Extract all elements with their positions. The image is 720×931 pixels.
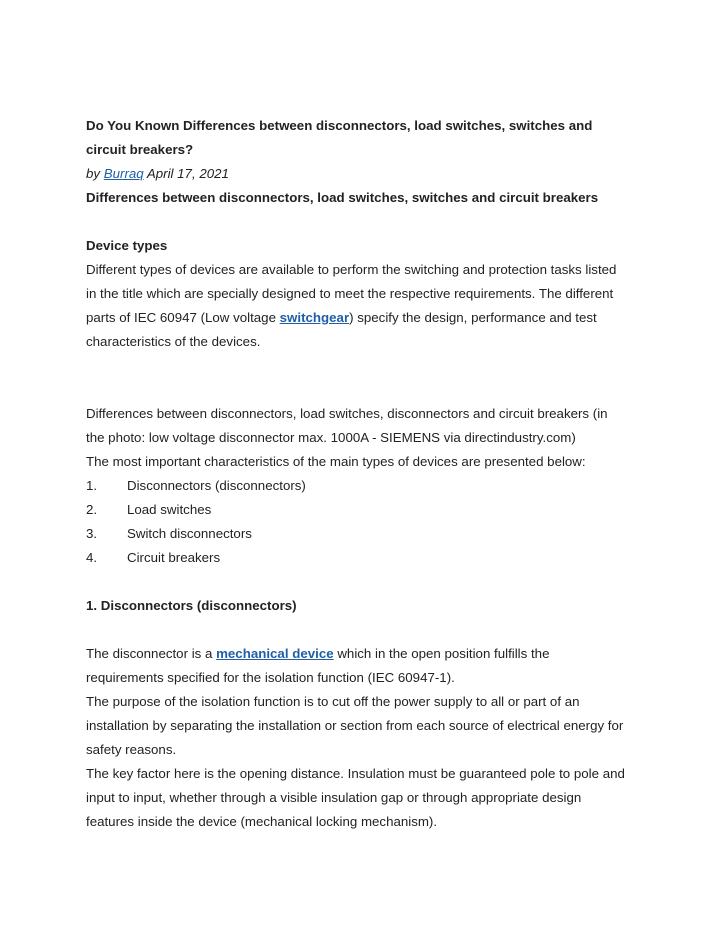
- switchgear-link[interactable]: switchgear: [279, 310, 350, 325]
- list-number: 4.: [86, 550, 98, 565]
- list-label: Disconnectors (disconnectors): [127, 478, 306, 493]
- photo-caption-line-1: Differences between disconnectors, load switches, disconnectors and circuit breakers (in: [86, 406, 608, 421]
- device-types-heading: Device types: [86, 238, 168, 253]
- list-label: Load switches: [127, 502, 212, 517]
- text-segment: The disconnector is a: [86, 646, 217, 661]
- list-number: 1.: [86, 478, 98, 493]
- list-item: [86, 498, 646, 522]
- section-1-heading: 1. Disconnectors (disconnectors): [86, 598, 297, 613]
- text-segment: ) specify the design, performance and test: [349, 310, 597, 325]
- text-segment: parts of IEC 60947 (Low voltage: [86, 310, 280, 325]
- photo-caption-line-2: the photo: low voltage disconnector max. 1000A - SIEMENS via directindustry.com): [86, 430, 576, 445]
- mechanical-device-link[interactable]: mechanical device: [216, 646, 334, 661]
- list-item: [86, 522, 646, 546]
- list-label: Switch disconnectors: [127, 526, 252, 541]
- list-item: [86, 474, 646, 498]
- device-types-text-line-2: in the title which are specially designed to meet the respective requirements. The different: [86, 286, 614, 301]
- spacer: [86, 618, 646, 642]
- document-page: [86, 114, 646, 834]
- section-1-text-line-6: The key factor here is the opening distance. Insulation must be guaranteed pole to pole and: [86, 766, 625, 781]
- device-types-text-line-3: [86, 306, 646, 330]
- section-1-text-line-5: safety reasons.: [86, 742, 177, 757]
- device-types-text-line-1: Different types of devices are available to perform the switching and protection tasks listed: [86, 262, 617, 277]
- text-segment: which in the open position fulfills the: [333, 646, 550, 661]
- intro-list-text: The most important characteristics of the main types of devices are presented below:: [86, 454, 586, 469]
- article-title-line-2: circuit breakers?: [86, 142, 194, 157]
- section-1-text-line-3: The purpose of the isolation function is to cut off the power supply to all or part of an: [86, 694, 580, 709]
- spacer: [86, 570, 646, 594]
- section-1-text-line-7: input to input, whether through a visible insulation gap or through appropriate design: [86, 790, 582, 805]
- list-item: [86, 546, 646, 570]
- publish-date: April 17, 2021: [143, 166, 229, 181]
- list-number: 2.: [86, 502, 98, 517]
- section-1-text-line-2: requirements specified for the isolation function (IEC 60947-1).: [86, 670, 455, 685]
- device-types-text-line-4: characteristics of the devices.: [86, 334, 261, 349]
- spacer: [86, 354, 646, 402]
- list-number: 3.: [86, 526, 98, 541]
- author-link[interactable]: Burraq: [103, 166, 144, 181]
- section-1-text-line-8: features inside the device (mechanical locking mechanism).: [86, 814, 438, 829]
- byline-prefix: by: [86, 166, 104, 181]
- list-label: Circuit breakers: [127, 550, 221, 565]
- spacer: [86, 210, 646, 234]
- section-1-text-line-4: installation by separating the installation or section from each source of electrical energy for: [86, 718, 624, 733]
- section-1-text-line-1: [86, 642, 646, 666]
- article-subtitle: Differences between disconnectors, load switches, switches and circuit breakers: [86, 190, 599, 205]
- device-list: [86, 474, 646, 570]
- article-title-line-1: Do You Known Differences between disconnectors, load switches, switches and: [86, 118, 593, 133]
- byline: [86, 162, 646, 186]
